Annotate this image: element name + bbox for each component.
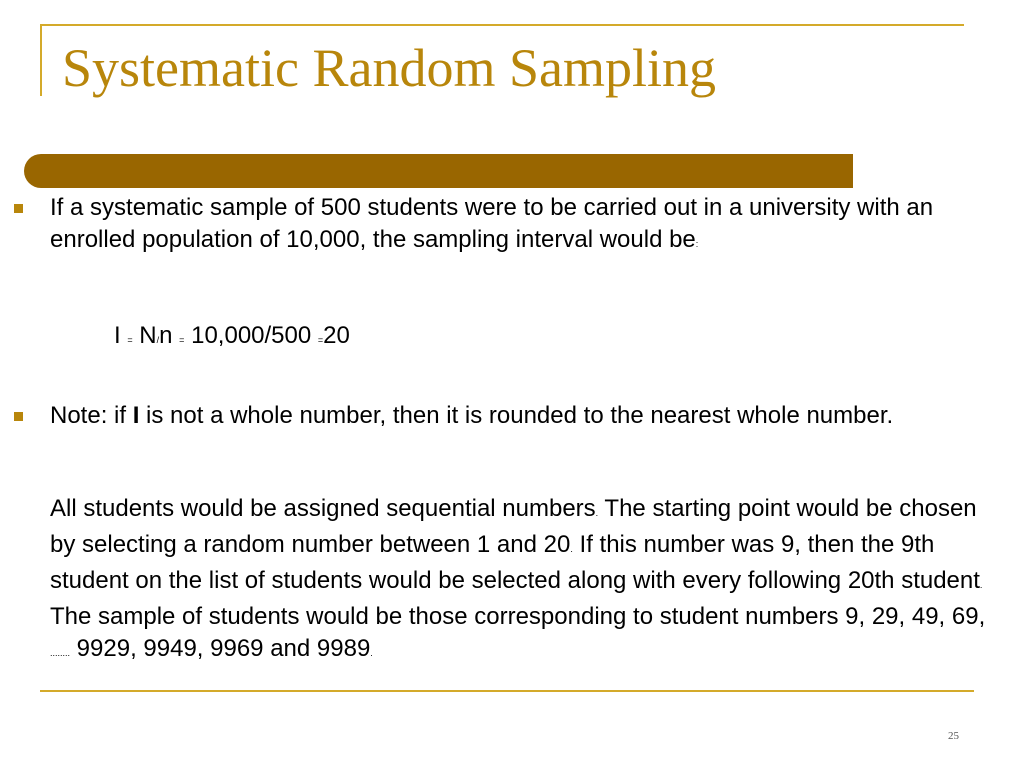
para-s1: All students would be assigned sequential numbers bbox=[50, 495, 596, 522]
bullet-2 bbox=[14, 400, 994, 432]
formula-mid: 10,000/500 bbox=[191, 322, 312, 349]
square-bullet-icon bbox=[14, 204, 23, 213]
para-s4: The sample of students would be those corresponding to student numbers 9, 29, 49, 69, bbox=[50, 603, 986, 630]
formula-slash: / bbox=[156, 335, 160, 345]
bullet-1-text: If a systematic sample of 500 students were to be carried out in a university with an enrolled population of 10,000, the sampling interval would be bbox=[50, 194, 934, 253]
page-number: 25 bbox=[948, 730, 959, 742]
formula-eq-1: = bbox=[127, 335, 133, 345]
para-p4: . bbox=[370, 648, 373, 658]
frame-left-rule bbox=[40, 24, 42, 96]
para-s5: 9929, 9949, 9969 and 9989 bbox=[70, 635, 371, 662]
para-s3: If this number was 9, then the 9th student on the list of students would be selected along with every following 20th student bbox=[50, 531, 980, 594]
explanation-paragraph bbox=[50, 493, 990, 669]
para-p2: . bbox=[570, 544, 573, 554]
formula-var-n: n bbox=[159, 322, 173, 349]
footer-rule bbox=[40, 690, 974, 692]
sampling-interval-formula bbox=[114, 320, 350, 356]
formula-eq-3: = bbox=[317, 335, 324, 345]
para-p1: . bbox=[595, 508, 599, 518]
formula-var-N: N bbox=[139, 322, 157, 349]
frame-top-rule bbox=[40, 24, 964, 26]
title-band-decoration bbox=[24, 154, 853, 188]
para-s2: The starting point would be chosen by selecting a random number between 1 and 20 bbox=[50, 495, 977, 558]
para-p3: . bbox=[979, 580, 983, 590]
bullet-1-colon: : bbox=[695, 239, 699, 249]
bullet-2-bold-var: I bbox=[132, 402, 140, 429]
formula-eq-2: = bbox=[179, 335, 185, 345]
formula-var-i: I bbox=[114, 322, 121, 349]
para-dots: ........ bbox=[50, 648, 71, 658]
bullet-2-prefix: Note: if bbox=[50, 402, 133, 429]
formula-result: 20 bbox=[323, 322, 350, 349]
bullet-2-suffix: is not a whole number, then it is rounded to the nearest whole number. bbox=[139, 402, 894, 429]
slide-title: Systematic Random Sampling bbox=[62, 38, 716, 98]
bullet-1 bbox=[14, 192, 994, 260]
square-bullet-icon bbox=[14, 412, 23, 421]
